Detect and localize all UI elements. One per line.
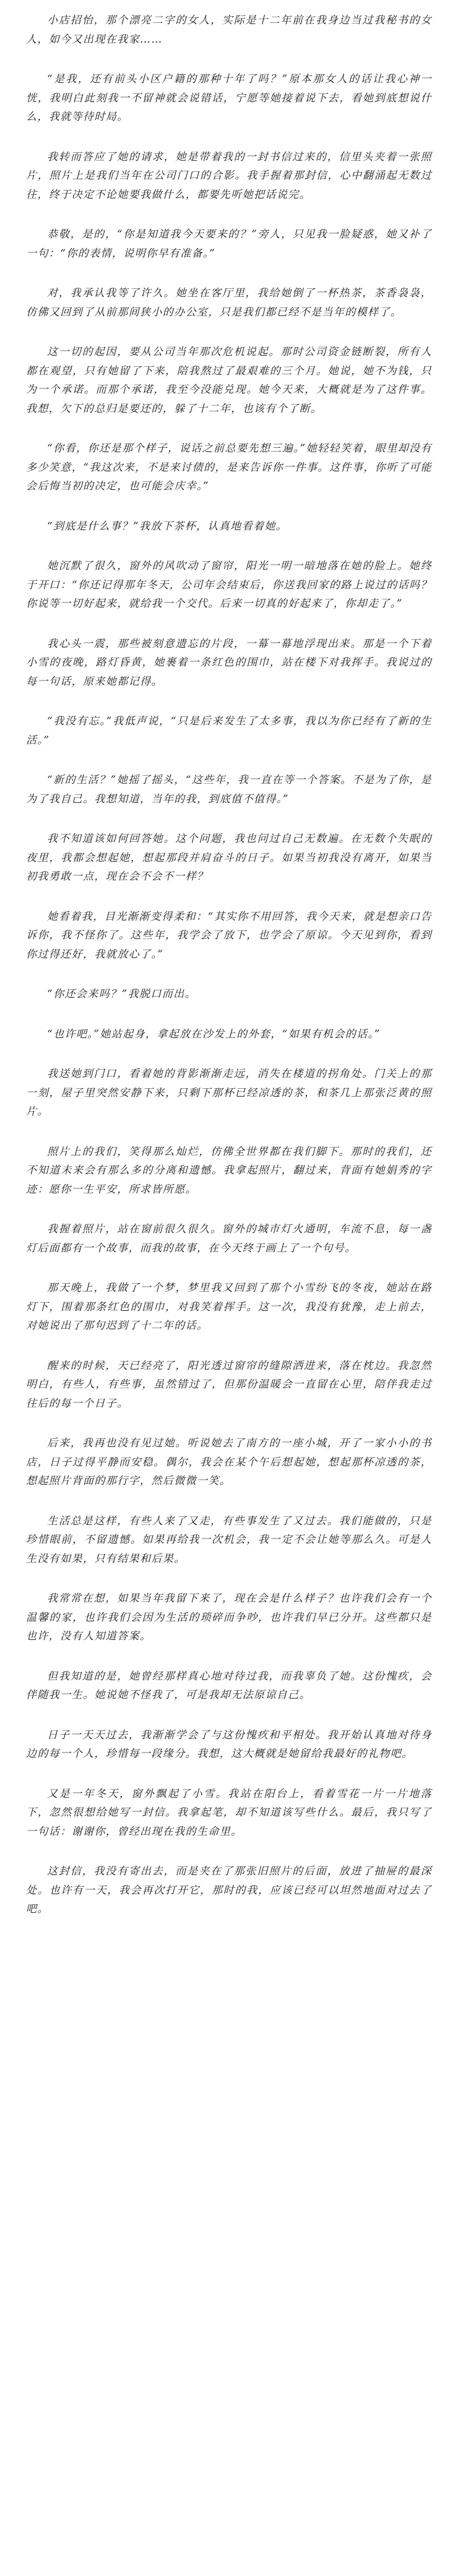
paragraph-24: 我常常在想，如果当年我留下来了，现在会是什么样子？也许我们会有一个温馨的家，也许我们会因为生活的琐碎而争吵，也许我们早已分开。这些都只是也许，没有人知道答案。 [26,1592,432,1642]
paragraph-8: “到底是什么事？”我放下茶杯，认真地看着她。 [47,520,288,533]
paragraph-2: “是我，还有前头小区户籍的那种十年了吗？”原本那女人的话让我心神一恍，我明白此刻我一不留神就会说错话，宁愿等她接着说下去，看她到底想说什么，我就等待时局。 [26,73,432,123]
paragraph-15: “你还会来吗？”我脱口而出。 [47,988,196,1000]
paragraph-1: 小店招怡，那个漂亮二字的女人，实际是十二年前在我身边当过我秘书的女人，如今又出现在我家…… [26,14,432,46]
paragraph-17: 我送她到门口，看着她的背影渐渐走远，消失在楼道的拐角处。门关上的那一刻，屋子里突然安静下来，只剩下那杯已经凉透的茶，和茶几上那张泛黄的照片。 [26,1068,432,1118]
paragraph-6: 这一切的起因，要从公司当年那次危机说起。那时公司资金链断裂，所有人都在观望，只有她留了下来，陪我熬过了最艰难的三个月。她说，她不为钱，只为一个承诺。而那个承诺，我至今没能兑现。她今天来，大概就是为了这件事。我想，欠下的总归是要还的，躲了十二年，也该有个了断。 [26,346,432,415]
paragraph-21: 醒来的时候，天已经亮了，阳光透过窗帘的缝隙洒进来，落在枕边。我忽然明白，有些人，有些事，虽然错过了，但那份温暖会一直留在心里，陪伴我走过往后的每一个日子。 [26,1359,432,1410]
paragraph-20: 那天晚上，我做了一个梦，梦里我又回到了那个小雪纷飞的冬夜，她站在路灯下，围着那条红色的围巾，对我笑着挥手。这一次，我没有犹豫，走上前去，对她说出了那句迟到了十二年的话。 [26,1282,432,1332]
paragraph-13: 我不知道该如何回答她。这个问题，我也问过自己无数遍。在无数个失眠的夜里，我都会想起她，想起那段并肩奋斗的日子。如果当初我没有离开，如果当初我勇敢一点，现在会不会不一样？ [26,833,432,883]
paragraph-26: 日子一天天过去，我渐渐学会了与这份愧疚和平相处。我开始认真地对待身边的每一个人，珍惜每一段缘分。我想，这大概就是她留给我最好的礼物吧。 [26,1728,432,1760]
paragraph-9: 她沉默了很久，窗外的风吹动了窗帘，阳光一明一暗地落在她的脸上。她终于开口：“你还记得那年冬天，公司年会结束后，你送我回家的路上说过的话吗？你说等一切好起来，就给我一个交代。后来一切真的好起来了，你却走了。” [26,560,432,610]
paragraph-3: 我转而答应了她的请求，她是带着我的一封书信过来的，信里头夹着一张照片，照片上是我们当年在公司门口的合影。我手握着那封信，心中翻涌起无数过往，终于决定不论她要我做什么，都要先听她把话说完。 [26,150,432,201]
paragraph-5: 对，我承认我等了许久。她坐在客厅里，我给她倒了一杯热茶，茶香袅袅，仿佛又回到了从前那间狭小的办公室，只是我们都已经不是当年的模样了。 [26,287,432,319]
paragraph-25: 但我知道的是，她曾经那样真心地对待过我，而我辜负了她。这份愧疚，会伴随我一生。她说她不怪我了，可是我却无法原谅自己。 [26,1670,432,1701]
paragraph-18: 照片上的我们，笑得那么灿烂，仿佛全世界都在我们脚下。那时的我们，还不知道未来会有那么多的分离和遗憾。我拿起照片，翻过来，背面有她娟秀的字迹：愿你一生平安，所求皆所愿。 [26,1145,432,1196]
paragraph-14: 她看着我，目光渐渐变得柔和：“其实你不用回答，我今天来，就是想亲口告诉你，我不怪你了。这些年，我学会了放下，也学会了原谅。今天见到你，看到你过得还好，我就放心了。” [26,910,432,961]
paragraph-28: 这封信，我没有寄出去，而是夹在了那张旧照片的后面，放进了抽屉的最深处。也许有一天，我会再次打开它，那时的我，应该已经可以坦然地面对过去了吧。 [26,1865,432,1915]
paragraph-4: 恭敬，是的，“你是知道我今天要来的？”旁人，只见我一脸疑惑，她又补了一句：“你的表情，说明你早有准备。” [26,228,432,260]
paragraph-22: 后来，我再也没有见过她。听说她去了南方的一座小城，开了一家小小的书店，日子过得平静而安稳。偶尔，我会在某个午后想起她，想起那杯凉透的茶，想起照片背面的那行字，然后微微一笑。 [26,1437,432,1487]
paragraph-27: 又是一年冬天，窗外飘起了小雪。我站在阳台上，看着雪花一片一片地落下，忽然很想给她写一封信。我拿起笔，却不知道该写些什么。最后，我只写了一句话：谢谢你，曾经出现在我的生命里。 [26,1787,432,1838]
paragraph-19: 我握着照片，站在窗前很久很久。窗外的城市灯火通明，车流不息，每一盏灯后面都有一个故事，而我的故事，在今天终于画上了一个句号。 [26,1223,432,1255]
paragraph-11: “我没有忘。”我低声说，“只是后来发生了太多事，我以为你已经有了新的生活。” [26,715,432,747]
paragraph-10: 我心头一震，那些被刻意遗忘的片段，一幕一幕地浮现出来。那是一个下着小雪的夜晚，路灯昏黄，她裹着一条红色的围巾，站在楼下对我挥手。我说过的每一句话，原来她都记得。 [26,637,432,688]
paragraph-7: “你看，你还是那个样子，说话之前总要先想三遍。”她轻轻笑着，眼里却没有多少笑意，“我这次来，不是来讨债的，是来告诉你一件事。这件事，你听了可能会后悔当初的决定，也可能会庆幸。” [26,442,432,492]
paragraph-16: “也许吧。”她站起身，拿起放在沙发上的外套，“如果有机会的话。” [47,1028,381,1041]
paragraph-23: 生活总是这样，有些人来了又走，有些事发生了又过去。我们能做的，只是珍惜眼前，不留遗憾。如果再给我一次机会，我一定不会让她等那么久。可是人生没有如果，只有结果和后果。 [26,1514,432,1565]
paragraph-12: “新的生活？”她摇了摇头，“这些年，我一直在等一个答案。不是为了你，是为了我自己。我想知道，当年的我，到底值不值得。” [26,774,432,805]
